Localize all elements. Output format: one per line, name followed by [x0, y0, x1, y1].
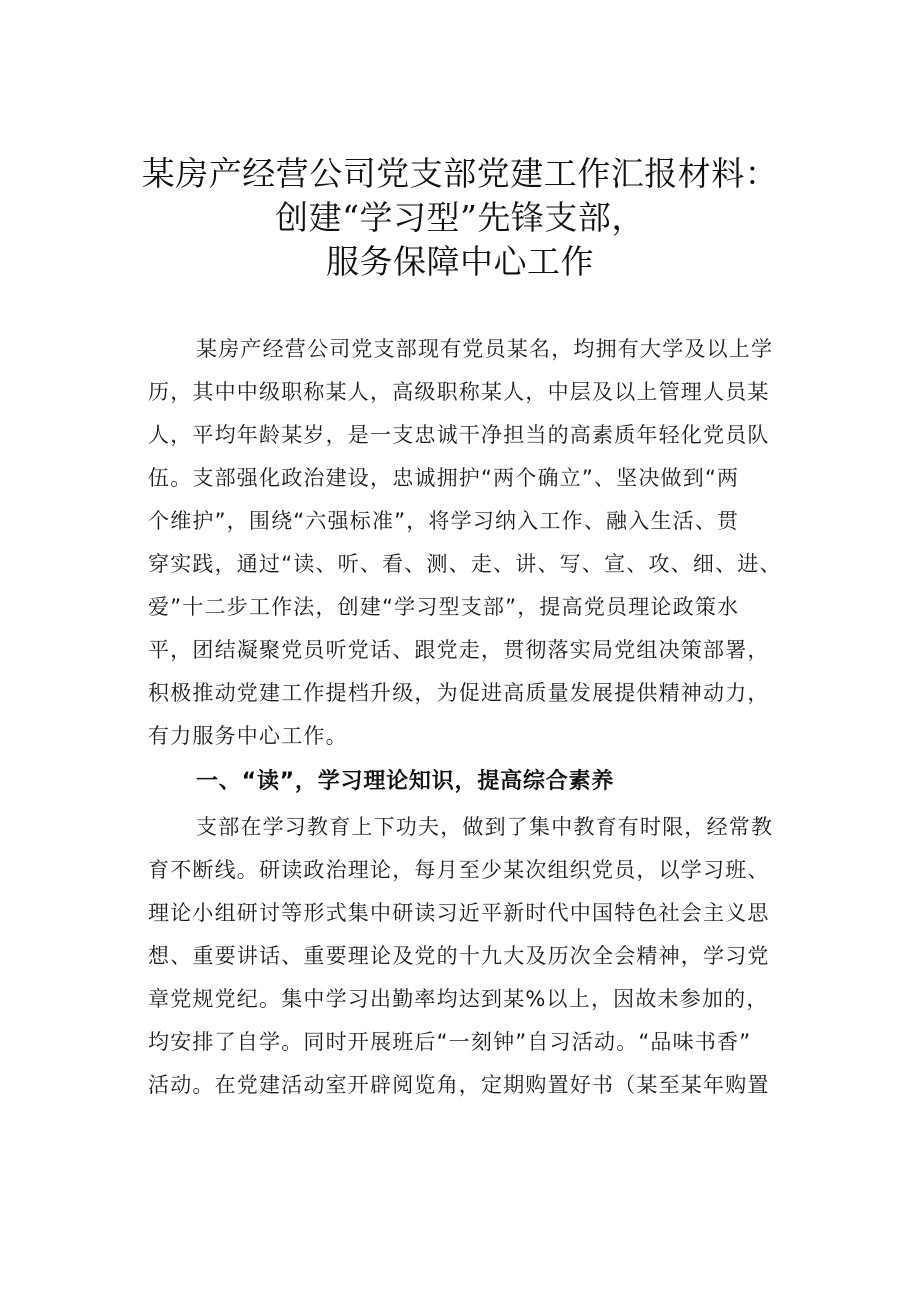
- intro-line-1: 某房产经营公司党支部现有党员某名，均拥有大学及以上学: [196, 337, 774, 361]
- section-line-3: 理论小组研讨等形式集中研读习近平新时代中国特色社会主义思: [148, 901, 770, 925]
- intro-line-9: 积极推动党建工作提档升级，为促进高质量发展提供精神动力，: [148, 681, 770, 705]
- section-line-1: 支部在学习教育上下功夫，做到了集中教育有时限，经常教: [196, 815, 774, 839]
- intro-line-6: 穿实践，通过“读、听、看、测、走、讲、写、宣、攻、细、进、: [148, 552, 782, 576]
- title-line-1: 某房产经营公司党支部党建工作汇报材料：: [141, 154, 779, 193]
- document-title: [0, 152, 920, 284]
- intro-line-4: 伍。支部强化政治建设，忠诚拥护“两个确立”、坚决做到“两: [148, 466, 740, 490]
- section-line-6: 均安排了自学。同时开展班后“一刻钟”自习活动。“品味书香”: [148, 1030, 752, 1054]
- title-line-3: 服务保障中心工作: [326, 242, 594, 281]
- section-line-5: 章党规党纪。集中学习出勤率均达到某%以上，因故未参加的，: [148, 987, 769, 1011]
- intro-line-3: 人，平均年龄某岁，是一支忠诚干净担当的高素质年轻化党员队: [148, 423, 770, 447]
- intro-line-2: 历，其中中级职称某人，高级职称某人，中层及以上管理人员某: [148, 380, 770, 404]
- section-line-2: 育不断线。研读政治理论，每月至少某次组织党员，以学习班、: [148, 858, 770, 882]
- intro-line-10: 有力服务中心工作。: [148, 724, 348, 748]
- intro-line-5: 个维护”，围绕“六强标准”，将学习纳入工作、融入生活、贯: [148, 509, 740, 533]
- section-line-7: 活动。在党建活动室开辟阅览角，定期购置好书（某至某年购置: [148, 1073, 770, 1097]
- title-line-2: 创建“学习型”先锋支部，: [275, 198, 645, 237]
- intro-line-8: 平，团结凝聚党员听党话、跟党走，贯彻落实局党组决策部署，: [148, 638, 770, 662]
- section-heading: 一、“读”，学习理论知识，提高综合素养: [196, 769, 615, 794]
- section-line-4: 想、重要讲话、重要理论及党的十九大及历次全会精神，学习党: [148, 944, 770, 968]
- intro-line-7: 爱”十二步工作法，创建“学习型支部”，提高党员理论政策水: [148, 595, 740, 619]
